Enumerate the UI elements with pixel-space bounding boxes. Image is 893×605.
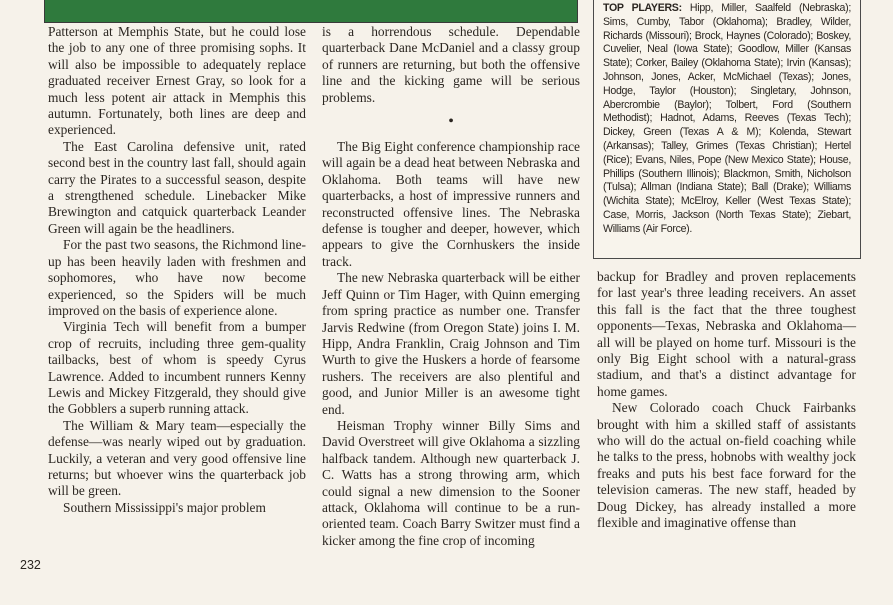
paragraph: Virginia Tech will benefit from a bumper crop of recruits, including three gem-quality tailbacks, best of whom is speedy Cyrus Lawrence. Added to incumbent runners Kenny Lewis and Mickey Fitzgerald, they should give the Gobblers a superb running attack.: [48, 319, 306, 417]
top-players-box: [593, 0, 861, 259]
paragraph: backup for Bradley and proven replacements for last year's three leading receivers. An asset this fall is the fact that the three toughest opponents—Texas, Nebraska and Oklahoma—all will be played on home turf. Missouri is the only Big Eight school with a natural-grass stadium, and that's a distinct advantage for home games.: [597, 269, 856, 399]
paragraph: The East Carolina defensive unit, rated second best in the country last fall, should again carry the Pirates to a successful season, despite a strengthened schedule. Linebacker Mike Brewington and catquick quarterback Leander Green will again be the headliners.: [48, 138, 306, 236]
top-players-list: Hipp, Miller, Saalfeld (Nebraska); Sims, Cumby, Tabor (Oklahoma); Bradley, Wilder, Richards (Missouri); Brock, Haynes (Colorado); Boskey, Cuvelier, Neal (Iowa State); Goodlow, Miller (Kansas State); Corker, Bailey (Oklahoma State); Irvin (Kansas); Johnson, Jones, Acker, McMichael (Texas); Jones, Hodge, Taylor (Houston); Singletary, Johnson, Abercrombie (Baylor); Tolbert, Ford (Southern Methodist); Hadnot, Adams, Reeves (Texas Tech); Dickey, Green (Texas A & M); Kolenda, Stewart (Arkansas); Talley, Grimes (Texas Christian); Hertel (Rice); Evans, Niles, Pope (New Mexico State); House, Phillips (Southern Illinois); Blackmon, Smith, Nicholson (Tulsa); Allman (Indiana State); Ball (Drake); Williams (Wichita State); McElroy, Keller (West Texas State); Case, Morris, Jackson (North Texas State); Ziebart, Williams (Air Force).: [603, 2, 851, 235]
green-header-band: [44, 0, 578, 23]
paragraph: For the past two seasons, the Richmond line-up has been heavily laden with freshmen and sophomores, who have now become experienced, so the Spiders will be much improved on the basis of experience alone.: [48, 237, 306, 318]
paragraph: The William & Mary team—especially the defense—was nearly wiped out by graduation. Luckily, a veteran and very good offensive line returns; but whoever wins the quarterback job will be green.: [48, 417, 306, 499]
paragraph: The Big Eight conference championship race will again be a dead heat between Nebraska and Oklahoma. Both teams will have new quarterbacks, a host of impressive runners and reconstructed offensive lines. The Nebraska defense is tougher and deeper, however, which appears to give the Cornhuskers the inside track.: [322, 139, 580, 269]
page-number: 232: [20, 558, 41, 572]
column-2: [322, 24, 580, 549]
paragraph: is a horrendous schedule. Dependable quarterback Dane McDaniel and a classy group of runners are returning, but both the offensive line and the kicking game will be serious problems.: [322, 24, 580, 105]
column-3: [597, 269, 856, 532]
paragraph: Heisman Trophy winner Billy Sims and David Overstreet will give Oklahoma a sizzling halfback tandem. Although new quarterback J. C. Watts has a strong throwing arm, which could signal a new dimension to the Sooner attack, Oklahoma will continue to be a run-oriented team. Coach Barry Switzer must find a kicker among the fine crop of incoming: [322, 417, 580, 548]
paragraph: New Colorado coach Chuck Fairbanks brought with him a skilled staff of assistants who will do the actual on-field coaching while he talks to the press, hobnobs with wealthy jock freaks and puts his best face forward for the television cameras. The new staff, headed by Doug Dickey, has already installed a more flexible and imaginative offense than: [597, 400, 856, 531]
top-players-heading: TOP PLAYERS:: [603, 2, 690, 14]
paragraph: Patterson at Memphis State, but he could lose the job to any one of three promising sophs. It will also be impossible to adequately replace graduated receiver Ernest Gray, so look for a much less potent air attack in Memphis this autumn. Fortunately, both lines are deep and experienced.: [48, 24, 306, 138]
paragraph: The new Nebraska quarterback will be either Jeff Quinn or Tim Hager, with Quinn emerging from spring practice as number one. Transfer Jarvis Redwine (from Oregon State) joins I. M. Hipp, Andra Franklin, Craig Johnson and Tim Wurth to give the Huskers a horde of fearsome rushers. The receivers are also plentiful and good, and Junior Miller is an awesome tight end.: [322, 270, 580, 417]
section-separator: •: [448, 113, 454, 131]
column-1: [48, 24, 306, 516]
paragraph: Southern Mississippi's major problem: [63, 499, 266, 515]
